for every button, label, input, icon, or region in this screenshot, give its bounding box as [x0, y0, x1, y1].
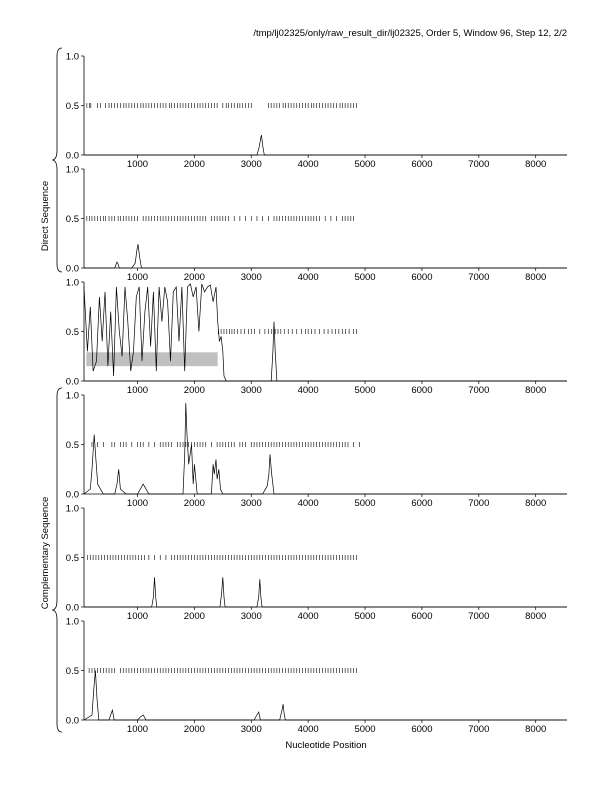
x-axis-label: Nucleotide Position	[285, 740, 367, 751]
panel-2	[66, 165, 567, 284]
shaded-region	[86, 352, 217, 366]
x-tick-label: 6000	[411, 385, 433, 396]
y-tick-label: 0.0	[65, 602, 79, 614]
x-tick-label: 3000	[240, 159, 262, 170]
x-tick-label: 4000	[297, 272, 319, 283]
x-tick-label: 6000	[411, 498, 433, 509]
y-tick-label: 0.0	[65, 715, 79, 727]
y-tick-label: 0.5	[65, 214, 79, 225]
y-tick-label: 0.0	[65, 150, 79, 162]
x-tick-label: 3000	[240, 385, 262, 396]
x-tick-label: 7000	[468, 498, 490, 509]
panel-3	[66, 278, 567, 397]
figure-header: /tmp/lj02325/only/raw_result_dir/lj02325, Order 5, Window 96, Step 12, 2/2	[253, 28, 567, 39]
complementary-group-brace	[52, 388, 62, 732]
x-tick-label: 7000	[468, 159, 490, 170]
panel-6	[66, 617, 567, 736]
y-tick-label: 0.0	[65, 489, 79, 501]
series-line-1	[84, 135, 567, 155]
series-line-1	[84, 244, 567, 268]
y-tick-label: 1.0	[65, 616, 79, 628]
x-tick-label: 3000	[240, 611, 262, 622]
direct-sequence-label: Direct Sequence	[40, 180, 51, 252]
x-tick-label: 8000	[525, 159, 547, 170]
y-tick-label: 0.5	[65, 327, 79, 338]
x-tick-label: 8000	[525, 611, 547, 622]
series-line-1	[84, 284, 567, 381]
y-tick-label: 0.0	[65, 263, 79, 275]
x-tick-label: 1000	[126, 498, 149, 509]
x-tick-label: 2000	[183, 611, 205, 622]
x-tick-label: 4000	[297, 159, 319, 170]
x-tick-label: 8000	[525, 498, 547, 509]
x-tick-label: 1000	[126, 385, 149, 396]
x-tick-label: 7000	[468, 385, 490, 396]
x-tick-label: 3000	[240, 272, 262, 283]
x-tick-label: 2000	[183, 498, 205, 509]
x-tick-label: 2000	[183, 385, 205, 396]
x-tick-label: 6000	[411, 159, 433, 170]
x-tick-label: 1000	[126, 272, 149, 283]
x-tick-label: 5000	[354, 272, 376, 283]
y-tick-label: 0.0	[65, 376, 79, 388]
series-line-1	[84, 577, 567, 607]
x-tick-label: 2000	[183, 724, 205, 735]
x-tick-label: 4000	[297, 498, 319, 509]
y-tick-label: 0.5	[65, 101, 79, 112]
x-tick-label: 6000	[411, 724, 433, 735]
x-tick-label: 5000	[354, 159, 376, 170]
x-tick-label: 5000	[354, 385, 376, 396]
y-tick-label: 1.0	[65, 390, 79, 402]
y-tick-label: 0.5	[65, 553, 79, 564]
panel-4	[66, 391, 567, 510]
x-tick-label: 8000	[525, 724, 547, 735]
x-tick-label: 7000	[468, 611, 490, 622]
panel-5	[66, 504, 567, 623]
x-tick-label: 5000	[354, 611, 376, 622]
y-tick-label: 0.5	[65, 666, 79, 677]
x-tick-label: 2000	[183, 159, 205, 170]
x-tick-label: 7000	[468, 272, 490, 283]
x-tick-label: 4000	[297, 611, 319, 622]
x-tick-label: 1000	[126, 611, 149, 622]
y-tick-label: 1.0	[65, 277, 79, 289]
series-line-1	[84, 671, 567, 721]
x-tick-label: 4000	[297, 724, 319, 735]
direct-group-brace	[52, 48, 62, 272]
x-tick-label: 2000	[183, 272, 205, 283]
y-tick-label: 1.0	[65, 503, 79, 515]
x-tick-label: 3000	[240, 498, 262, 509]
x-tick-label: 1000	[126, 159, 149, 170]
y-tick-label: 0.5	[65, 440, 79, 451]
x-tick-label: 5000	[354, 724, 376, 735]
y-tick-label: 1.0	[65, 164, 79, 176]
complementary-sequence-label: Complementary Sequence	[40, 496, 51, 610]
x-tick-label: 6000	[411, 611, 433, 622]
series-line-1	[84, 403, 567, 494]
x-tick-label: 5000	[354, 498, 376, 509]
x-tick-label: 8000	[525, 385, 547, 396]
series-line-2	[84, 322, 567, 381]
x-tick-label: 1000	[126, 724, 149, 735]
x-tick-label: 7000	[468, 724, 490, 735]
x-tick-label: 3000	[240, 724, 262, 735]
x-tick-label: 4000	[297, 385, 319, 396]
x-tick-label: 6000	[411, 272, 433, 283]
panel-1	[66, 52, 567, 171]
y-tick-label: 1.0	[65, 51, 79, 63]
panels	[66, 52, 567, 736]
x-tick-label: 8000	[525, 272, 547, 283]
